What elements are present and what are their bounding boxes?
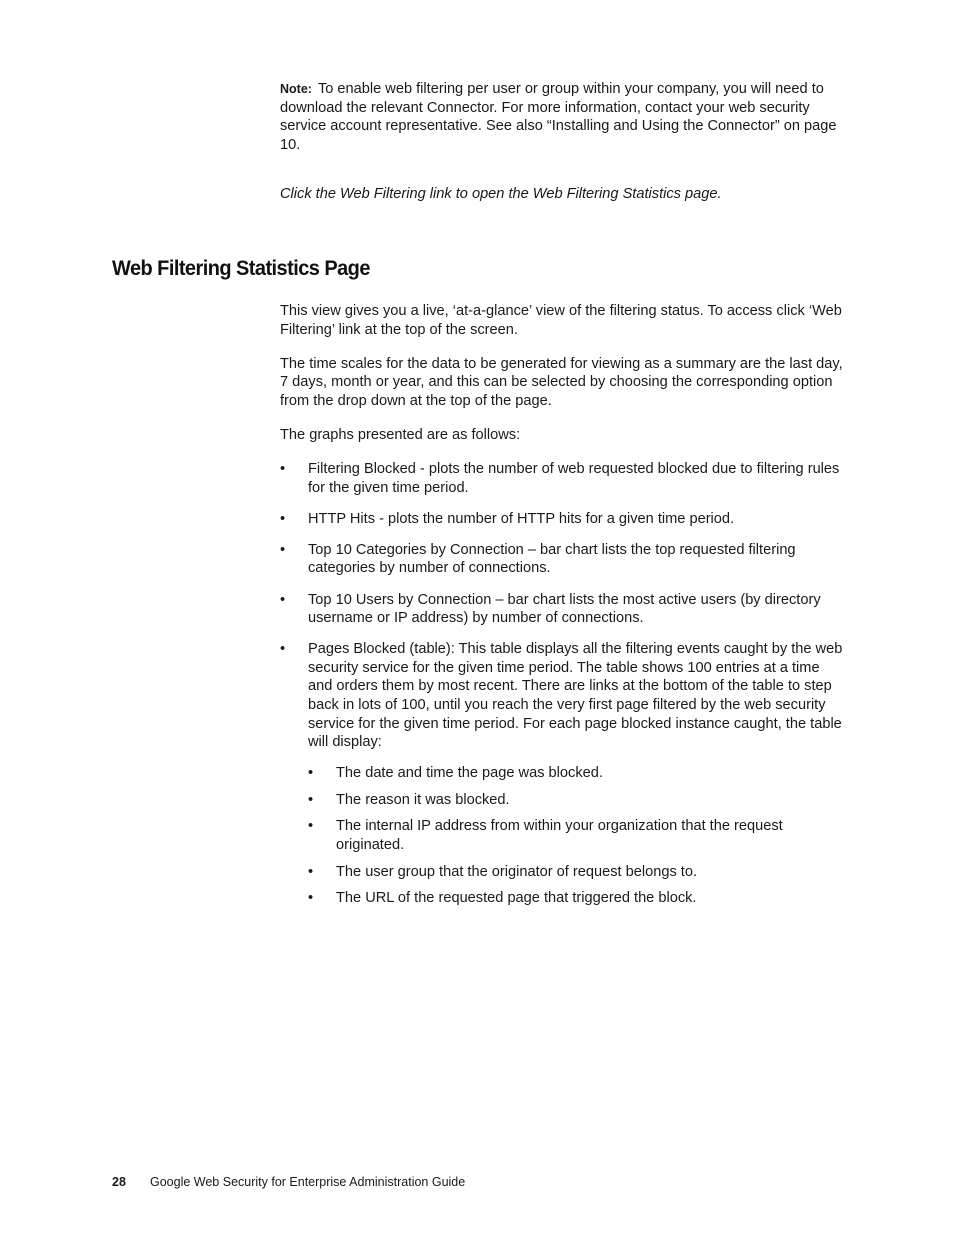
sub-list-item-text: The user group that the originator of request belongs to.: [336, 863, 698, 880]
list-item: [280, 640, 846, 908]
page-footer: [112, 1174, 465, 1190]
sub-list-item-text: The internal IP address from within your organization that the request originated.: [336, 818, 783, 854]
sub-list-item: [308, 817, 846, 854]
bullet-glyph: •: [280, 641, 286, 658]
section-content: [280, 302, 846, 920]
page-number: 28: [112, 1175, 126, 1189]
time-scale-paragraph: The time scales for the data to be generated for viewing as a summary are the last day, 7 days, month or year, and this can be selected by choosing the corresponding option from the drop down at the top of the page.: [280, 355, 843, 409]
note-label: Note:: [280, 82, 312, 96]
bullet-glyph: •: [308, 863, 314, 880]
sub-list-item: [308, 889, 846, 908]
sub-list-item-text: The reason it was blocked.: [336, 791, 510, 808]
list-item: [280, 591, 846, 628]
list-item-text: Pages Blocked (table): This table displays all the filtering events caught by the web security service for the given time period. The table shows 100 entries at a time and orders them by most recent. There are links at the bottom of the table to step back in lots of 100, until you reach the very first page filtered by the web security service for the given time period. For each page blocked instance caught, the table will display:: [308, 641, 843, 751]
bullet-glyph: •: [308, 890, 314, 907]
pages-blocked-details-list: [308, 764, 846, 908]
bullet-glyph: •: [280, 461, 286, 478]
bullet-glyph: •: [308, 818, 314, 835]
bullet-glyph: •: [308, 765, 314, 782]
list-item-text: HTTP Hits - plots the number of HTTP hits for a given time period.: [308, 510, 735, 527]
bullet-glyph: •: [308, 791, 314, 808]
graphs-list: [280, 460, 846, 908]
sub-list-item-text: The date and time the page was blocked.: [336, 765, 603, 782]
section-heading: Web Filtering Statistics Page: [112, 256, 370, 280]
bullet-glyph: •: [280, 510, 286, 527]
list-item-text: Top 10 Users by Connection – bar chart lists the most active users (by directory username or IP address) by number of connections.: [308, 591, 821, 627]
sub-list-item-text: The URL of the requested page that triggered the block.: [336, 890, 697, 907]
list-item: [280, 510, 846, 529]
list-item: [280, 541, 846, 578]
bullet-glyph: •: [280, 541, 286, 558]
note-paragraph: [280, 80, 846, 154]
list-item-text: Top 10 Categories by Connection – bar chart lists the top requested filtering categories by number of connections.: [308, 541, 796, 577]
sub-list-item: [308, 791, 846, 810]
list-item: [280, 460, 846, 497]
graphs-intro-paragraph: The graphs presented are as follows:: [280, 426, 521, 443]
list-item-text: Filtering Blocked - plots the number of web requested blocked due to filtering rules for the given time period.: [308, 461, 840, 496]
footer-title: Google Web Security for Enterprise Administration Guide: [150, 1175, 466, 1189]
sub-list-item: [308, 764, 846, 783]
intro-paragraph: This view gives you a live, ‘at-a-glance’ view of the filtering status. To access click ‘Web Filtering’ link at the top of the screen.: [280, 303, 842, 338]
note-text: To enable web filtering per user or group within your company, you will need to download the relevant Connector. For more information, contact your web security service account representative. See also “Installing and Using the Connector” on page 10.: [280, 81, 837, 153]
bullet-glyph: •: [280, 591, 286, 608]
sub-list-item: [308, 863, 846, 882]
instruction-text: Click the Web Filtering link to open the Web Filtering Statistics page.: [280, 186, 722, 202]
